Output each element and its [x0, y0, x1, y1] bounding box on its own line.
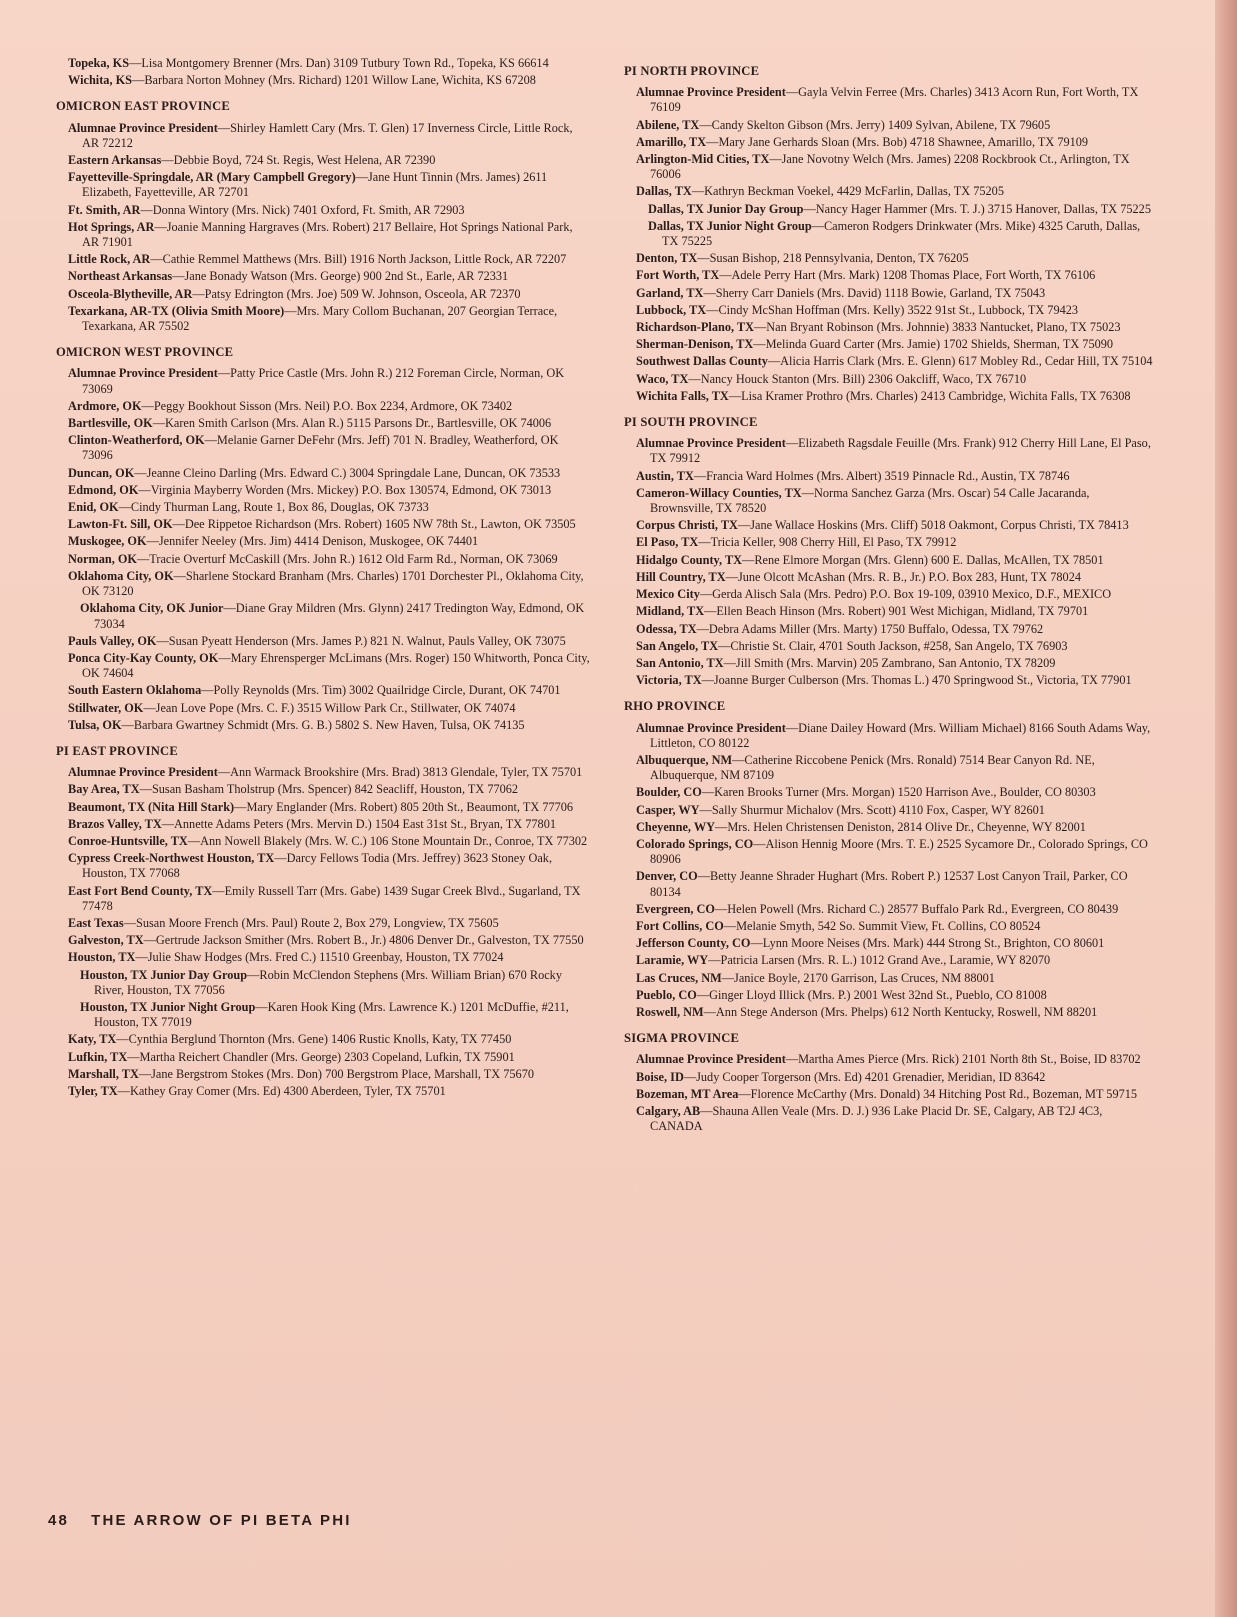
directory-entry: [636, 286, 1154, 301]
directory-entry: [636, 622, 1154, 637]
directory-entry: [68, 73, 590, 88]
contact-details: —Ann Stege Anderson (Mrs. Phelps) 612 North Kentucky, Roswell, NM 88201: [703, 1004, 1098, 1019]
directory-entry: [68, 634, 590, 649]
directory-entry: [68, 884, 590, 914]
chapter-name: Cheyenne, WY: [636, 819, 716, 834]
chapter-name: Denver, CO: [636, 869, 698, 884]
contact-details: —Ellen Beach Hinson (Mrs. Robert) 901 West Michigan, Midland, TX 79701: [704, 604, 1089, 619]
chapter-name: Victoria, TX: [636, 673, 702, 688]
chapter-name: Alumnae Province President: [636, 436, 786, 451]
chapter-name: East Fort Bend County, TX: [68, 883, 213, 898]
chapter-name: Texarkana, AR-TX (Olivia Smith Moore): [68, 303, 285, 318]
contact-details: —Candy Skelton Gibson (Mrs. Jerry) 1409 Sylvan, Abilene, TX 79605: [699, 117, 1051, 132]
chapter-name: Waco, TX: [636, 371, 689, 386]
directory-entry: [68, 121, 590, 151]
contact-details: —Sharlene Stockard Branham (Mrs. Charles) 1701 Dorchester Pl., Oklahoma City, OK 73120: [82, 568, 584, 599]
directory-entry: [636, 604, 1154, 619]
directory-entry: [636, 587, 1154, 602]
directory-entry: [68, 933, 590, 948]
directory-entry: [636, 570, 1154, 585]
chapter-name: Topeka, KS: [68, 56, 130, 70]
contact-details: —Cathie Remmel Matthews (Mrs. Bill) 1916 North Jackson, Little Rock, AR 72207: [150, 252, 567, 267]
directory-entry: [68, 916, 590, 931]
contact-details: —Jean Love Pope (Mrs. C. F.) 3515 Willow Park Cr., Stillwater, OK 74074: [143, 700, 516, 715]
chapter-name: Northeast Arkansas: [68, 269, 173, 284]
contact-details: —Gertrude Jackson Smither (Mrs. Robert B., Jr.) 4806 Denver Dr., Galveston, TX 77550: [143, 933, 584, 948]
directory-entry: [636, 902, 1154, 917]
directory-entry: [636, 803, 1154, 818]
contact-details: —Kathryn Beckman Voekel, 4429 McFarlin, Dallas, TX 75205: [691, 184, 1004, 199]
chapter-name: Conroe-Huntsville, TX: [68, 833, 188, 848]
directory-entry: [68, 782, 590, 797]
directory-entry: [68, 683, 590, 698]
chapter-name: Alumnae Province President: [68, 120, 218, 135]
chapter-name: East Texas: [68, 915, 124, 930]
chapter-name: Garland, TX: [636, 285, 704, 300]
chapter-name: Pueblo, CO: [636, 987, 697, 1002]
contact-details: —Cindy Thurman Lang, Route 1, Box 86, Douglas, OK 73733: [118, 500, 429, 515]
contact-details: —Melanie Garner DeFehr (Mrs. Jeff) 701 N. Bradley, Weatherford, OK 73096: [82, 433, 559, 463]
contact-details: —Debbie Boyd, 724 St. Regis, West Helena, AR 72390: [161, 153, 436, 168]
contact-details: —Virginia Mayberry Worden (Mrs. Mickey) P.O. Box 130574, Edmond, OK 73013: [138, 482, 552, 497]
province-heading: SIGMA PROVINCE: [624, 1031, 740, 1046]
directory-entry: [68, 651, 590, 681]
directory-entry: [636, 936, 1154, 951]
chapter-name: Lawton-Ft. Sill, OK: [68, 517, 173, 532]
contact-details: —Jane Hunt Tinnin (Mrs. James) 2611 Elizabeth, Fayetteville, AR 72701: [82, 170, 548, 200]
contact-details: —Peggy Bookhout Sisson (Mrs. Neil) P.O. Box 2234, Ardmore, OK 73402: [141, 398, 513, 413]
contact-details: —Julie Shaw Hodges (Mrs. Fred C.) 11510 Greenbay, Houston, TX 77024: [135, 950, 504, 965]
chapter-name: San Angelo, TX: [636, 638, 719, 653]
chapter-name: Midland, TX: [636, 604, 705, 619]
chapter-name: Ponca City-Kay County, OK: [68, 650, 219, 665]
directory-entry: [68, 252, 590, 267]
directory-entry: [80, 1000, 590, 1030]
directory-entry: [68, 153, 590, 168]
chapter-name: Clinton-Weatherford, OK: [68, 433, 205, 448]
contact-details: —Florence McCarthy (Mrs. Donald) 34 Hitching Post Rd., Bozeman, MT 59715: [738, 1086, 1138, 1101]
chapter-name: Austin, TX: [636, 468, 694, 483]
chapter-name: Southwest Dallas County: [636, 354, 768, 369]
chapter-name: Alumnae Province President: [68, 366, 218, 381]
chapter-name: Wichita, KS: [68, 73, 133, 88]
chapter-name: Oklahoma City, OK: [68, 568, 174, 583]
directory-entry: [636, 753, 1154, 783]
contact-details: —Jane Bergstrom Stokes (Mrs. Don) 700 Bergstrom Place, Marshall, TX 75670: [138, 1066, 534, 1081]
contact-details: —Cameron Rodgers Drinkwater (Mrs. Mike) 4325 Caruth, Dallas, TX 75225: [662, 218, 1141, 249]
contact-details: —Martha Reichert Chandler (Mrs. George) 2303 Copeland, Lufkin, TX 75901: [127, 1049, 515, 1064]
chapter-name: Katy, TX: [68, 1032, 117, 1047]
directory-entry: [636, 785, 1154, 800]
chapter-name: Oklahoma City, OK Junior: [80, 601, 224, 616]
chapter-name: Corpus Christi, TX: [636, 518, 738, 533]
directory-entry: [68, 834, 590, 849]
contact-details: —Catherine Riccobene Penick (Mrs. Ronald) 7514 Bear Canyon Rd. NE, Albuquerque, NM 87109: [650, 752, 1095, 783]
contact-details: —Judy Cooper Torgerson (Mrs. Ed) 4201 Grenadier, Meridian, ID 83642: [683, 1069, 1046, 1084]
directory-entry: [648, 219, 1154, 249]
contact-details: —Darcy Fellows Todia (Mrs. Jeffrey) 3623 Stoney Oak, Houston, TX 77068: [82, 851, 553, 881]
contact-details: —Nan Bryant Robinson (Mrs. Johnnie) 3833 Nantucket, Plano, TX 75023: [753, 320, 1121, 335]
directory-entry: [80, 601, 590, 631]
chapter-name: Bartlesville, OK: [68, 416, 153, 431]
contact-details: —Lisa Montgomery Brenner (Mrs. Dan) 3109 Tutbury Town Rd., Topeka, KS 66614: [129, 56, 549, 70]
directory-entry: [68, 483, 590, 498]
directory-entry: [636, 85, 1154, 115]
chapter-name: Alumnae Province President: [68, 765, 218, 780]
chapter-name: Odessa, TX: [636, 621, 697, 636]
contact-details: —Barbara Gwartney Schmidt (Mrs. G. B.) 5802 S. New Haven, Tulsa, OK 74135: [121, 717, 525, 732]
directory-entry: [68, 851, 590, 881]
chapter-name: Tulsa, OK: [68, 717, 122, 732]
page-footer: [48, 1512, 352, 1529]
directory-entry: [636, 673, 1154, 688]
directory-entry: [636, 303, 1154, 318]
chapter-name: San Antonio, TX: [636, 655, 724, 670]
contact-details: —Tricia Keller, 908 Cherry Hill, El Paso, TX 79912: [698, 535, 957, 550]
directory-entry: [68, 1067, 590, 1082]
chapter-name: Eastern Arkansas: [68, 153, 162, 168]
directory-entry: [636, 135, 1154, 150]
contact-details: —Patricia Larsen (Mrs. R. L.) 1012 Grand Ave., Laramie, WY 82070: [708, 953, 1051, 968]
directory-entry: [636, 820, 1154, 835]
chapter-name: Fort Collins, CO: [636, 918, 724, 933]
chapter-name: Mexico City: [636, 587, 700, 602]
directory-entry: [636, 337, 1154, 352]
directory-entry: [648, 202, 1154, 217]
chapter-name: Casper, WY: [636, 802, 700, 817]
contact-details: —Gayla Velvin Ferree (Mrs. Charles) 3413 Acorn Run, Fort Worth, TX 76109: [650, 85, 1139, 115]
province-heading: PI EAST PROVINCE: [56, 743, 178, 758]
chapter-name: Dallas, TX Junior Night Group: [648, 218, 812, 233]
contact-details: —Ann Nowell Blakely (Mrs. W. C.) 106 Stone Mountain Dr., Conroe, TX 77302: [187, 833, 588, 848]
contact-details: —Adele Perry Hart (Mrs. Mark) 1208 Thomas Place, Fort Worth, TX 76106: [719, 268, 1096, 283]
chapter-name: Tyler, TX: [68, 1083, 118, 1098]
directory-entry: [636, 1070, 1154, 1085]
chapter-name: Stillwater, OK: [68, 700, 144, 715]
contact-details: —Mrs. Helen Christensen Deniston, 2814 Olive Dr., Cheyenne, WY 82001: [715, 819, 1086, 834]
contact-details: —Mrs. Mary Collom Buchanan, 207 Georgian Terrace, Texarkana, AR 75502: [82, 303, 558, 334]
contact-details: —Cindy McShan Hoffman (Mrs. Kelly) 3522 91st St., Lubbock, TX 79423: [706, 302, 1079, 317]
contact-details: —Norma Sanchez Garza (Mrs. Oscar) 54 Calle Jacaranda, Brownsville, TX 78520: [650, 485, 1090, 516]
contact-details: —Rene Elmore Morgan (Mrs. Glenn) 600 E. Dallas, McAllen, TX 78501: [742, 552, 1104, 567]
chapter-name: Duncan, OK: [68, 465, 135, 480]
directory-entry: [68, 466, 590, 481]
chapter-name: Beaumont, TX (Nita Hill Stark): [68, 799, 235, 814]
chapter-name: Dallas, TX: [636, 184, 692, 199]
contact-details: —Jane Novotny Welch (Mrs. James) 2208 Rockbrook Ct., Arlington, TX 76006: [650, 152, 1130, 182]
contact-details: —Dee Rippetoe Richardson (Mrs. Robert) 1605 NW 78th St., Lawton, OK 73505: [172, 517, 576, 532]
directory-entry: [636, 656, 1154, 671]
page-number: 48: [48, 1512, 70, 1529]
contact-details: —Tracie Overturf McCaskill (Mrs. John R.) 1612 Old Farm Rd., Norman, OK 73069: [137, 551, 558, 566]
directory-entry: [68, 220, 590, 250]
contact-details: —Diane Gray Mildren (Mrs. Glynn) 2417 Tredington Way, Edmond, OK 73034: [94, 601, 585, 631]
chapter-name: Houston, TX Junior Day Group: [80, 967, 248, 982]
contact-details: —Martha Ames Pierce (Mrs. Rick) 2101 North 8th St., Boise, ID 83702: [785, 1052, 1141, 1067]
chapter-name: Bozeman, MT Area: [636, 1086, 739, 1101]
chapter-name: South Eastern Oklahoma: [68, 683, 202, 698]
contact-details: —Patsy Edrington (Mrs. Joe) 509 W. Johnson, Osceola, AR 72370: [192, 286, 521, 301]
directory-entry: [68, 56, 590, 71]
province-heading: OMICRON WEST PROVINCE: [56, 345, 234, 360]
directory-entry: [636, 436, 1154, 466]
contact-details: —Donna Wintory (Mrs. Nick) 7401 Oxford, Ft. Smith, AR 72903: [140, 202, 465, 217]
contact-details: —Kathey Gray Comer (Mrs. Ed) 4300 Aberdeen, Tyler, TX 75701: [117, 1083, 446, 1098]
chapter-name: Albuquerque, NM: [636, 752, 733, 767]
contact-details: —Lisa Kramer Prothro (Mrs. Charles) 2413 Cambridge, Wichita Falls, TX 76308: [728, 388, 1131, 403]
directory-entry: [636, 837, 1154, 867]
directory-entry: [636, 639, 1154, 654]
chapter-name: Little Rock, AR: [68, 252, 151, 267]
chapter-name: Houston, TX: [68, 950, 136, 965]
chapter-name: Wichita Falls, TX: [636, 388, 729, 403]
chapter-name: Fort Worth, TX: [636, 268, 720, 283]
directory-entry: [636, 1052, 1154, 1067]
directory-entry: [636, 971, 1154, 986]
contact-details: —Robin McClendon Stephens (Mrs. William Brian) 670 Rocky River, Houston, TX 77056: [94, 967, 562, 997]
directory-entry: [636, 469, 1154, 484]
province-heading: PI NORTH PROVINCE: [624, 64, 760, 78]
chapter-name: Arlington-Mid Cities, TX: [636, 152, 770, 167]
directory-entry: [636, 1087, 1154, 1102]
chapter-name: Boise, ID: [636, 1069, 684, 1084]
directory-entry: [68, 304, 590, 334]
province-heading: OMICRON EAST PROVINCE: [56, 99, 231, 114]
chapter-name: Bay Area, TX: [68, 782, 140, 797]
contact-details: —Alicia Harris Clark (Mrs. E. Glenn) 617 Mobley Rd., Cedar Hill, TX 75104: [767, 354, 1153, 369]
directory-entry: [636, 389, 1154, 404]
directory-entry: [68, 1084, 590, 1099]
directory-entry: [68, 718, 590, 733]
chapter-name: Ardmore, OK: [68, 398, 142, 413]
chapter-name: Alumnae Province President: [636, 720, 786, 735]
contact-details: —Karen Smith Carlson (Mrs. Alan R.) 5115 Parsons Dr., Bartlesville, OK 74006: [152, 416, 552, 431]
chapter-name: Lubbock, TX: [636, 302, 707, 317]
directory-entry: [636, 152, 1154, 182]
directory-entry: [68, 269, 590, 284]
directory-entry: [68, 950, 590, 965]
directory-entry: [68, 203, 590, 218]
directory-entry: [68, 800, 590, 815]
contact-details: —Lynn Moore Neises (Mrs. Mark) 444 Strong St., Brighton, CO 80601: [750, 936, 1105, 951]
contact-details: —Francia Ward Holmes (Mrs. Albert) 3519 Pinnacle Rd., Austin, TX 78746: [693, 468, 1070, 483]
contact-details: —Polly Reynolds (Mrs. Tim) 3002 Quailridge Circle, Durant, OK 74701: [201, 683, 561, 698]
contact-details: —Elizabeth Ragsdale Feuille (Mrs. Frank) 912 Cherry Hill Lane, El Paso, TX 79912: [650, 436, 1151, 466]
directory-entry: [636, 268, 1154, 283]
contact-details: —Susan Basham Tholstrup (Mrs. Spencer) 842 Seacliff, Houston, TX 77062: [139, 782, 519, 797]
chapter-name: Alumnae Province President: [636, 1052, 786, 1067]
chapter-name: Pauls Valley, OK: [68, 633, 157, 648]
directory-entry: [636, 535, 1154, 550]
chapter-name: Las Cruces, NM: [636, 970, 722, 985]
directory-entry: [636, 988, 1154, 1003]
chapter-name: Alumnae Province President: [636, 85, 786, 100]
directory-entry: [636, 721, 1154, 751]
contact-details: —Patty Price Castle (Mrs. John R.) 212 Foreman Circle, Norman, OK 73069: [82, 366, 565, 396]
contact-details: —Mary Englander (Mrs. Robert) 805 20th St., Beaumont, TX 77706: [234, 799, 574, 814]
chapter-name: Boulder, CO: [636, 785, 702, 800]
chapter-name: Fayetteville-Springdale, AR (Mary Campbell Gregory): [68, 170, 356, 185]
directory-entry: [68, 366, 590, 396]
chapter-name: Cypress Creek-Northwest Houston, TX: [68, 851, 275, 866]
contact-details: —Joanne Burger Culberson (Mrs. Thomas L.) 470 Springwood St., Victoria, TX 77901: [701, 673, 1132, 688]
directory-entry: [80, 968, 590, 998]
contact-details: —Jeanne Cleino Darling (Mrs. Edward C.) 3004 Springdale Lane, Duncan, OK 73533: [134, 465, 561, 480]
contact-details: —Alison Hennig Moore (Mrs. T. E.) 2525 Sycamore Dr., Colorado Springs, CO 80906: [650, 836, 1148, 867]
chapter-name: Sherman-Denison, TX: [636, 337, 754, 352]
province-heading: PI SOUTH PROVINCE: [624, 415, 758, 430]
contact-details: —Karen Hook King (Mrs. Lawrence K.) 1201 McDuffie, #211, Houston, TX 77019: [94, 999, 569, 1030]
directory-entry: [636, 1005, 1154, 1020]
contact-details: —Nancy Houck Stanton (Mrs. Bill) 2306 Oakcliff, Waco, TX 76710: [688, 371, 1027, 386]
chapter-name: Calgary, AB: [636, 1103, 701, 1118]
directory-entry: [68, 517, 590, 532]
contact-details: —Sherry Carr Daniels (Mrs. David) 1118 Bowie, Garland, TX 75043: [703, 285, 1046, 300]
chapter-name: Denton, TX: [636, 251, 698, 266]
chapter-name: Marshall, TX: [68, 1066, 139, 1081]
contact-details: —Debra Adams Miller (Mrs. Marty) 1750 Buffalo, Odessa, TX 79762: [696, 621, 1044, 636]
contact-details: —Jane Wallace Hoskins (Mrs. Cliff) 5018 Oakmont, Corpus Christi, TX 78413: [737, 518, 1129, 533]
chapter-name: Hill Country, TX: [636, 569, 726, 584]
directory-entry: [68, 170, 590, 200]
directory-entry: [68, 534, 590, 549]
contact-details: —June Olcott McAshan (Mrs. R. B., Jr.) P.O. Box 283, Hunt, TX 78024: [725, 569, 1082, 584]
chapter-name: Brazos Valley, TX: [68, 816, 162, 831]
directory-entry: [68, 569, 590, 599]
contact-details: —Melinda Guard Carter (Mrs. Jamie) 1702 Shields, Sherman, TX 75090: [753, 337, 1114, 352]
directory-entry: [636, 919, 1154, 934]
chapter-name: Abilene, TX: [636, 117, 700, 132]
contact-details: —Jennifer Neeley (Mrs. Jim) 4414 Denison, Muskogee, OK 74401: [146, 534, 479, 549]
publication-title: THE ARROW OF PI BETA PHI: [91, 1512, 352, 1529]
chapter-name: Cameron-Willacy Counties, TX: [636, 485, 802, 500]
directory-entry: [636, 1104, 1154, 1134]
left-column: [56, 56, 590, 1101]
directory-entry: [68, 1050, 590, 1065]
chapter-name: Enid, OK: [68, 500, 119, 515]
contact-details: —Susan Bishop, 218 Pennsylvania, Denton, TX 76205: [697, 251, 969, 266]
directory-entry: [636, 518, 1154, 533]
chapter-name: Norman, OK: [68, 551, 137, 566]
directory-entry: [636, 354, 1154, 369]
chapter-name: Amarillo, TX: [636, 134, 707, 149]
directory-entry: [68, 399, 590, 414]
directory-entry: [636, 251, 1154, 266]
chapter-name: Colorado Springs, CO: [636, 836, 754, 851]
directory-entry: [68, 287, 590, 302]
contact-details: —Jane Bonady Watson (Mrs. George) 900 2nd St., Earle, AR 72331: [172, 269, 509, 284]
directory-entry: [636, 553, 1154, 568]
page-edge: [1215, 0, 1237, 1617]
contact-details: —Joanie Manning Hargraves (Mrs. Robert) 217 Bellaire, Hot Springs National Park, AR 71901: [82, 219, 573, 250]
chapter-name: Roswell, NM: [636, 1004, 704, 1019]
contact-details: —Gerda Alisch Sala (Mrs. Pedro) P.O. Box 19-109, 03910 Mexico, D.F., MEXICO: [699, 587, 1112, 602]
directory-entry: [636, 953, 1154, 968]
contact-details: —Emily Russell Tarr (Mrs. Gabe) 1439 Sugar Creek Blvd., Sugarland, TX 77478: [82, 883, 581, 913]
directory-entry: [68, 416, 590, 431]
chapter-name: Hidalgo County, TX: [636, 552, 743, 567]
right-column: [624, 56, 1154, 1136]
directory-entry: [636, 320, 1154, 335]
contact-details: —Melanie Smyth, 542 So. Summit View, Ft. Collins, CO 80524: [723, 918, 1041, 933]
chapter-name: Richardson-Plano, TX: [636, 320, 754, 335]
contact-details: —Ann Warmack Brookshire (Mrs. Brad) 3813 Glendale, Tyler, TX 75701: [217, 765, 583, 780]
chapter-name: Muskogee, OK: [68, 534, 147, 549]
contact-details: —Mary Jane Gerhards Sloan (Mrs. Bob) 4718 Shawnee, Amarillo, TX 79109: [706, 134, 1089, 149]
province-heading: RHO PROVINCE: [624, 699, 726, 714]
directory-entry: [68, 552, 590, 567]
contact-details: —Janice Boyle, 2170 Garrison, Las Cruces, NM 88001: [721, 970, 995, 985]
chapter-name: Lufkin, TX: [68, 1049, 128, 1064]
contact-details: —Shirley Hamlett Cary (Mrs. T. Glen) 17 Inverness Circle, Little Rock, AR 72212: [82, 120, 573, 150]
directory-entry: [68, 765, 590, 780]
directory-entry: [68, 817, 590, 832]
contact-details: —Jill Smith (Mrs. Marvin) 205 Zambrano, San Antonio, TX 78209: [723, 655, 1056, 670]
directory-entry: [636, 118, 1154, 133]
contact-details: —Nancy Hager Hammer (Mrs. T. J.) 3715 Hanover, Dallas, TX 75225: [803, 201, 1151, 216]
chapter-name: Edmond, OK: [68, 482, 139, 497]
chapter-name: Evergreen, CO: [636, 901, 715, 916]
directory-entry: [68, 701, 590, 716]
chapter-name: Galveston, TX: [68, 933, 144, 948]
contact-details: —Cynthia Berglund Thornton (Mrs. Gene) 1406 Rustic Knolls, Katy, TX 77450: [116, 1032, 512, 1047]
contact-details: —Shauna Allen Veale (Mrs. D. J.) 936 Lake Placid Dr. SE, Calgary, AB T2J 4C3, CANADA: [650, 1103, 1103, 1134]
contact-details: —Barbara Norton Mohney (Mrs. Richard) 1201 Willow Lane, Wichita, KS 67208: [132, 73, 536, 88]
directory-entry: [636, 372, 1154, 387]
contact-details: —Sally Shurmur Michalov (Mrs. Scott) 4110 Fox, Casper, WY 82601: [699, 802, 1045, 817]
chapter-name: El Paso, TX: [636, 535, 699, 550]
contact-details: —Susan Pyeatt Henderson (Mrs. James P.) 821 N. Walnut, Pauls Valley, OK 73075: [156, 633, 566, 648]
contact-details: —Helen Powell (Mrs. Richard C.) 28577 Buffalo Park Rd., Evergreen, CO 80439: [715, 901, 1119, 916]
contact-details: —Christie St. Clair, 4701 South Jackson, #258, San Angelo, TX 76903: [718, 638, 1068, 653]
directory-entry: [636, 486, 1154, 516]
contact-details: —Mary Ehrensperger McLimans (Mrs. Roger) 150 Whitworth, Ponca City, OK 74604: [82, 650, 590, 681]
chapter-name: Ft. Smith, AR: [68, 202, 141, 217]
contact-details: —Betty Jeanne Shrader Hughart (Mrs. Robert P.) 12537 Lost Canyon Trail, Parker, CO 80134: [650, 869, 1128, 899]
contact-details: —Annette Adams Peters (Mrs. Mervin D.) 1504 East 31st St., Bryan, TX 77801: [161, 816, 556, 831]
directory-entry: [68, 433, 590, 463]
directory-entry: [68, 500, 590, 515]
chapter-name: Jefferson County, CO: [636, 936, 751, 951]
contact-details: —Diane Dailey Howard (Mrs. William Michael) 8166 South Adams Way, Littleton, CO 80122: [650, 720, 1151, 750]
chapter-name: Hot Springs, AR: [68, 219, 155, 234]
directory-entry: [636, 184, 1154, 199]
contact-details: —Ginger Lloyd Illick (Mrs. P.) 2001 West 32nd St., Pueblo, CO 81008: [696, 987, 1047, 1002]
chapter-name: Laramie, WY: [636, 953, 709, 968]
contact-details: —Karen Brooks Turner (Mrs. Morgan) 1520 Harrison Ave., Boulder, CO 80303: [701, 785, 1096, 800]
chapter-name: Dallas, TX Junior Day Group: [648, 201, 804, 216]
chapter-name: Houston, TX Junior Night Group: [80, 999, 256, 1014]
chapter-name: Osceola-Blytheville, AR: [68, 286, 193, 301]
directory-entry: [636, 869, 1154, 899]
directory-entry: [68, 1032, 590, 1047]
contact-details: —Susan Moore French (Mrs. Paul) Route 2, Box 279, Longview, TX 75605: [123, 915, 499, 930]
